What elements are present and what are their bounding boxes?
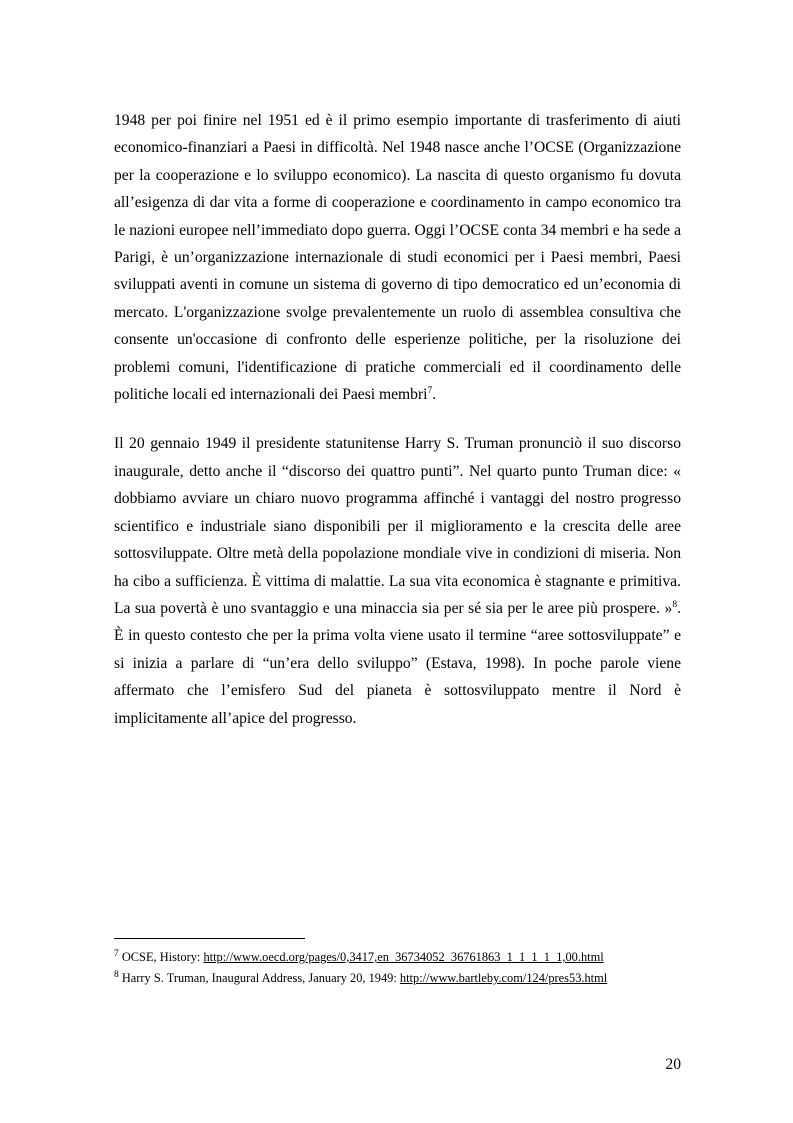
footnote-separator [114,938,305,939]
footnote-ref-7[interactable]: 7 [427,385,433,396]
footnote-7-text: OCSE, History: [118,950,204,964]
paragraph-1 [114,107,681,408]
footnote-ref-8[interactable]: 8 [672,599,678,610]
page-number: 20 [665,1056,681,1073]
footnote-8 [114,968,681,989]
footnote-7-number: 7 [114,948,119,959]
footnote-7-link[interactable]: http://www.oecd.org/pages/0,3417,en_36734052_36761863_1_1_1_1_1,00.html [203,950,604,964]
paragraph-2-text: Il 20 gennaio 1949 il presidente statunitense Harry S. Truman pronunciò il suo discorso inaugurale, detto anche il “discorso dei quattro punti”. Nel quarto punto Truman dice: « dobbiamo avviare un chiaro nuovo programma affinché i vantaggi del nostro progresso scientifico e industriale siano disponibili per il miglioramento e la crescita delle aree sottosviluppate. Oltre metà della popolazione mondiale vive in condizioni di miseria. Non ha cibo a sufficienza. È vittima di malattie. La sua vita economica è stagnante e primitiva. La sua povertà è uno svantaggio e una minaccia sia per sé sia per le aree più prospere. » [114,435,681,617]
footnote-8-text: Harry S. Truman, Inaugural Address, January 20, 1949: [118,971,400,985]
footnote-8-link[interactable]: http://www.bartleby.com/124/pres53.html [399,971,608,985]
paragraph-1-text: 1948 per poi finire nel 1951 ed è il primo esempio importante di trasferimento di aiuti economico-finanziari a Paesi in difficoltà. Nel 1948 nasce anche l’OCSE (Organizzazione per la cooperazione e lo sviluppo economico). La nascita di questo organismo fu dovuta all’esigenza di dar vita a forme di cooperazione e coordinamento in campo economico tra le nazioni europee nell’immediato dopo guerra. Oggi l’OCSE conta 34 membri e ha sede a Parigi, è un’organizzazione internazionale di studi economici per i Paesi membri, Paesi sviluppati aventi in comune un sistema di governo di tipo democratico ed un’economia di mercato. L'organizzazione svolge prevalentemente un ruolo di assemblea consultiva che consente un'occasione di confronto delle esperienze politiche, per la risoluzione dei problemi comuni, l'identificazione di pratiche commerciali ed il coordinamento delle politiche locali ed internazionali dei Paesi membri [114,112,681,404]
paragraph-1-tail: . [432,386,437,404]
paragraph-2-tail: . È in questo contesto che per la prima volta viene usato il termine “aree sottosviluppate” e si inizia a parlare di “un’era dello sviluppo” (Estava, 1998). In poche parole viene affermato che l’emisfero Sud del pianeta è sottosviluppato mentre il Nord è implicitamente all’apice del progresso. [114,599,681,727]
footnote-8-number: 8 [114,969,119,980]
paragraph-2 [114,430,681,731]
footnotes-section [114,938,681,989]
page-body [114,107,681,732]
footnote-7 [114,947,681,968]
